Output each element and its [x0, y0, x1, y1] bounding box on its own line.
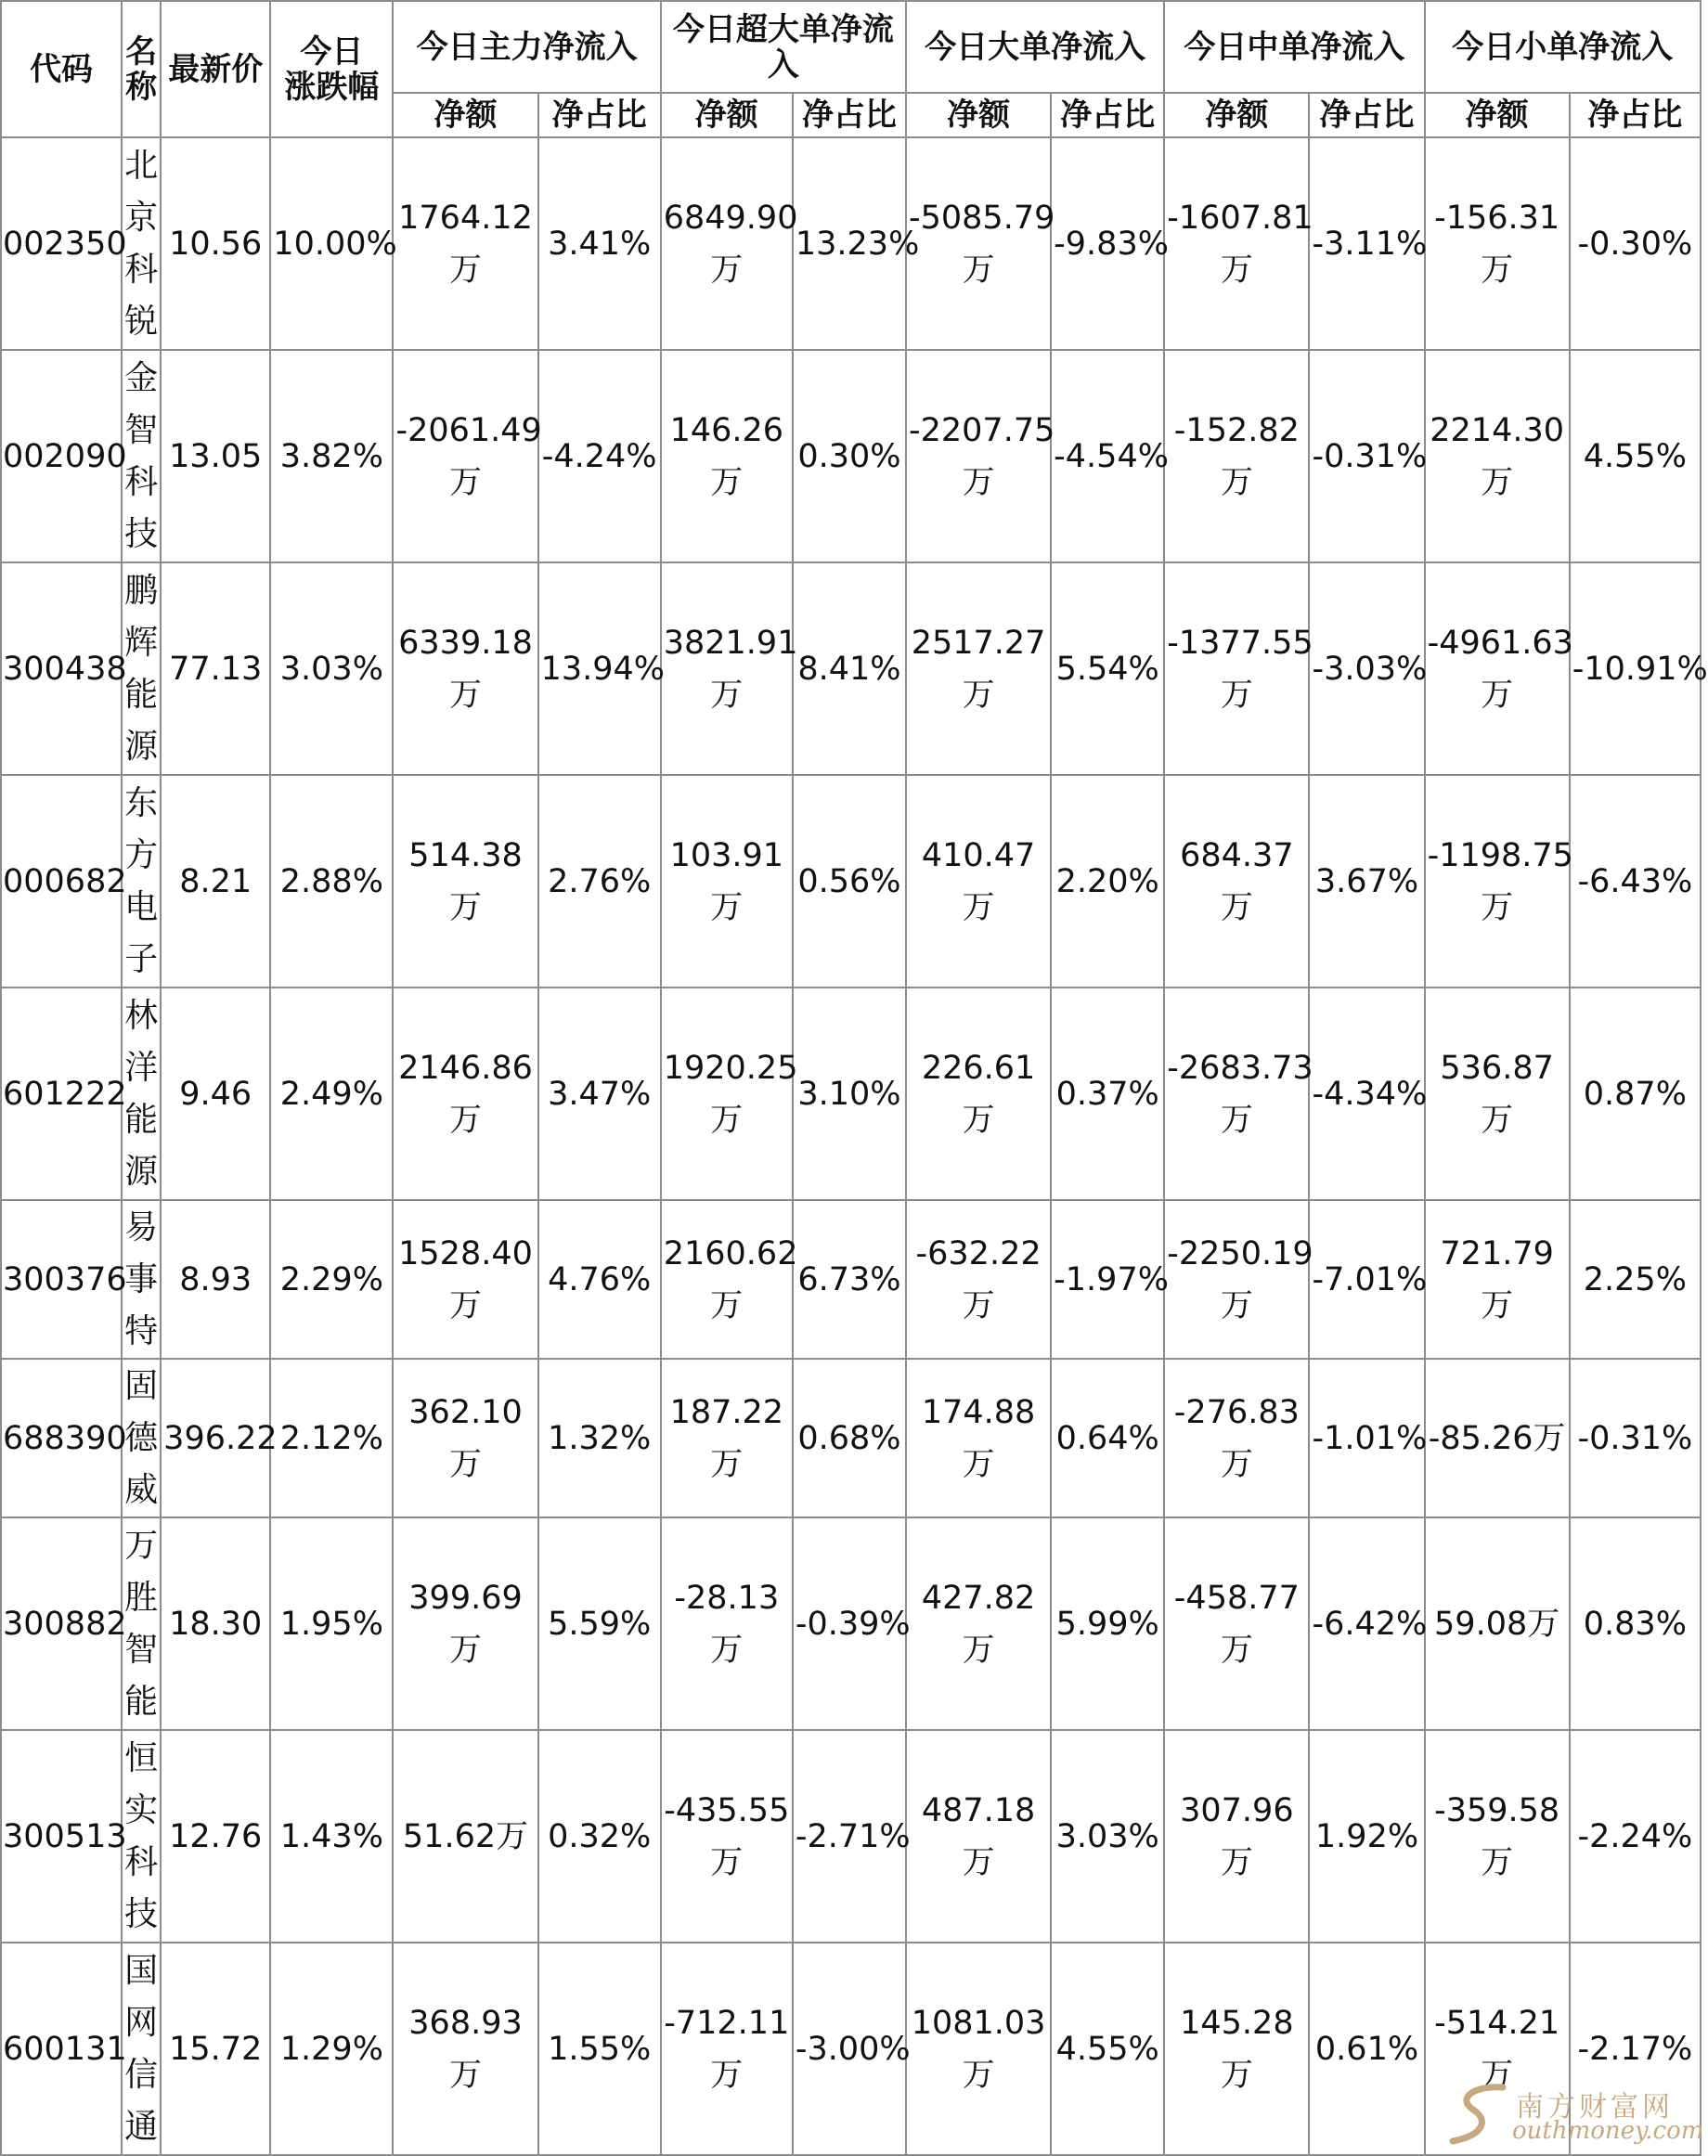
table-row [1, 1200, 1701, 1359]
cell-super-net-ratio: 8.41% [793, 562, 906, 775]
watermark-text: 南方财富网 [1516, 2091, 1674, 2124]
table-row [1, 1517, 1701, 1730]
header-large-flow: 今日大单净流入 [906, 1, 1164, 93]
cell-large-net-amount: -2207.75万 [906, 350, 1051, 562]
header-super-net-amount: 净额 [661, 93, 793, 137]
cell-name: 恒实科技 [122, 1730, 161, 1943]
header-super-flow: 今日超大单净流入 [661, 1, 906, 93]
header-change [270, 1, 393, 137]
cell-super-net-ratio: 13.23% [793, 137, 906, 350]
cell-change: 1.29% [270, 1943, 393, 2155]
cell-medium-net-ratio: -6.42% [1309, 1517, 1424, 1730]
cell-super-net-amount: -28.13万 [661, 1517, 793, 1730]
cell-change: 2.12% [270, 1359, 393, 1517]
cell-medium-net-amount: 145.28万 [1164, 1943, 1309, 2155]
cell-medium-net-ratio: -3.11% [1309, 137, 1424, 350]
cell-large-net-ratio: 5.54% [1051, 562, 1164, 775]
cell-code: 300376 [1, 1200, 122, 1359]
cell-super-net-ratio: 3.10% [793, 988, 906, 1200]
cell-small-net-amount: 721.79万 [1425, 1200, 1570, 1359]
cell-main-net-ratio: 3.41% [538, 137, 661, 350]
cell-large-net-amount: 427.82万 [906, 1517, 1051, 1730]
cell-super-net-ratio: 0.30% [793, 350, 906, 562]
cell-main-net-amount: 514.38万 [393, 775, 537, 988]
cell-super-net-amount: 1920.25万 [661, 988, 793, 1200]
header-change-line2: 涨跌幅 [284, 68, 380, 106]
watermark-logo [1445, 2082, 1704, 2147]
header-main-flow: 今日主力净流入 [393, 1, 660, 93]
cell-medium-net-ratio: -1.01% [1309, 1359, 1424, 1517]
cell-medium-net-amount: 307.96万 [1164, 1730, 1309, 1943]
cell-code: 000682 [1, 775, 122, 988]
cell-large-net-amount: -5085.79万 [906, 137, 1051, 350]
cell-code: 600131 [1, 1943, 122, 2155]
cell-small-net-amount: 536.87万 [1425, 988, 1570, 1200]
cell-medium-net-amount: 684.37万 [1164, 775, 1309, 988]
cell-super-net-amount: 6849.90万 [661, 137, 793, 350]
cell-medium-net-amount: -1607.81万 [1164, 137, 1309, 350]
cell-name: 金智科技 [122, 350, 161, 562]
table-row [1, 562, 1701, 775]
cell-price: 396.22 [161, 1359, 270, 1517]
cell-small-net-amount: 59.08万 [1425, 1517, 1570, 1730]
cell-name: 北京科锐 [122, 137, 161, 350]
cell-large-net-amount: 2517.27万 [906, 562, 1051, 775]
cell-main-net-amount: 6339.18万 [393, 562, 537, 775]
table-row [1, 350, 1701, 562]
cell-main-net-ratio: 3.47% [538, 988, 661, 1200]
cell-main-net-amount: -2061.49万 [393, 350, 537, 562]
cell-medium-net-ratio: -4.34% [1309, 988, 1424, 1200]
header-small-flow: 今日小单净流入 [1425, 1, 1701, 93]
header-small-net-ratio: 净占比 [1570, 93, 1701, 137]
header-row-top [1, 1, 1701, 93]
header-super-net-ratio: 净占比 [793, 93, 906, 137]
cell-small-net-ratio: -0.30% [1570, 137, 1701, 350]
cell-small-net-amount: -1198.75万 [1425, 775, 1570, 988]
cell-medium-net-ratio: 0.61% [1309, 1943, 1424, 2155]
cell-code: 002350 [1, 137, 122, 350]
cell-super-net-amount: 187.22万 [661, 1359, 793, 1517]
header-change-line1: 今日 [300, 32, 364, 71]
cell-small-net-ratio: 4.55% [1570, 350, 1701, 562]
cell-price: 77.13 [161, 562, 270, 775]
table-body [1, 137, 1708, 2155]
cell-main-net-amount: 362.10万 [393, 1359, 537, 1517]
table-row [1, 1359, 1701, 1517]
cell-super-net-amount: -435.55万 [661, 1730, 793, 1943]
header-main-net-ratio: 净占比 [538, 93, 661, 137]
header-medium-net-ratio: 净占比 [1309, 93, 1424, 137]
cell-small-net-amount: 2214.30万 [1425, 350, 1570, 562]
header-price: 最新价 [161, 1, 270, 137]
cell-name: 鹏辉能源 [122, 562, 161, 775]
cell-large-net-ratio: 3.03% [1051, 1730, 1164, 1943]
cell-small-net-amount: -85.26万 [1425, 1359, 1570, 1517]
cell-small-net-amount: -4961.63万 [1425, 562, 1570, 775]
cell-super-net-amount: 3821.91万 [661, 562, 793, 775]
cell-super-net-amount: -712.11万 [661, 1943, 793, 2155]
cell-small-net-ratio: 2.25% [1570, 1200, 1701, 1359]
cell-change: 10.00% [270, 137, 393, 350]
cell-price: 8.93 [161, 1200, 270, 1359]
cell-large-net-ratio: -4.54% [1051, 350, 1164, 562]
cell-main-net-amount: 51.62万 [393, 1730, 537, 1943]
cell-main-net-ratio: 1.55% [538, 1943, 661, 2155]
cell-code: 300882 [1, 1517, 122, 1730]
cell-name: 东方电子 [122, 775, 161, 988]
cell-name: 易事特 [122, 1200, 161, 1359]
cell-super-net-amount: 146.26万 [661, 350, 793, 562]
cell-medium-net-ratio: -0.31% [1309, 350, 1424, 562]
cell-code: 601222 [1, 988, 122, 1200]
cell-price: 15.72 [161, 1943, 270, 2155]
cell-medium-net-amount: -2250.19万 [1164, 1200, 1309, 1359]
header-large-net-amount: 净额 [906, 93, 1051, 137]
cell-name: 林洋能源 [122, 988, 161, 1200]
cell-main-net-ratio: 13.94% [538, 562, 661, 775]
cell-large-net-ratio: 2.20% [1051, 775, 1164, 988]
cell-change: 3.03% [270, 562, 393, 775]
cell-large-net-ratio: 0.37% [1051, 988, 1164, 1200]
cell-large-net-amount: 487.18万 [906, 1730, 1051, 1943]
cell-super-net-amount: 2160.62万 [661, 1200, 793, 1359]
header-name: 名称 [122, 1, 161, 137]
cell-super-net-ratio: -0.39% [793, 1517, 906, 1730]
cell-medium-net-ratio: 1.92% [1309, 1730, 1424, 1943]
cell-code: 300438 [1, 562, 122, 775]
cell-main-net-amount: 399.69万 [393, 1517, 537, 1730]
cell-main-net-amount: 2146.86万 [393, 988, 537, 1200]
cell-price: 12.76 [161, 1730, 270, 1943]
table-row [1, 137, 1701, 350]
cell-medium-net-ratio: -3.03% [1309, 562, 1424, 775]
cell-small-net-amount: -514.21万 [1425, 1943, 1570, 2155]
cell-price: 8.21 [161, 775, 270, 988]
cell-main-net-amount: 1764.12万 [393, 137, 537, 350]
cell-super-net-ratio: -2.71% [793, 1730, 906, 1943]
cell-medium-net-ratio: 3.67% [1309, 775, 1424, 988]
cell-small-net-ratio: -0.31% [1570, 1359, 1701, 1517]
cell-main-net-amount: 368.93万 [393, 1943, 537, 2155]
table-row [1, 775, 1701, 988]
cell-super-net-ratio: 0.68% [793, 1359, 906, 1517]
cell-large-net-amount: 226.61万 [906, 988, 1051, 1200]
cell-small-net-ratio: -10.91% [1570, 562, 1701, 775]
header-large-net-ratio: 净占比 [1051, 93, 1164, 137]
header-small-net-amount: 净额 [1425, 93, 1570, 137]
cell-price: 13.05 [161, 350, 270, 562]
cell-medium-net-amount: -276.83万 [1164, 1359, 1309, 1517]
cell-code: 002090 [1, 350, 122, 562]
table-row [1, 988, 1701, 1200]
cell-change: 3.82% [270, 350, 393, 562]
southmoney-s-logo-icon [1445, 2082, 1520, 2147]
cell-name: 固德威 [122, 1359, 161, 1517]
header-medium-flow: 今日中单净流入 [1164, 1, 1424, 93]
cell-large-net-ratio: -9.83% [1051, 137, 1164, 350]
cell-large-net-ratio: 0.64% [1051, 1359, 1164, 1517]
cell-large-net-ratio: 5.99% [1051, 1517, 1164, 1730]
cell-price: 18.30 [161, 1517, 270, 1730]
cell-price: 10.56 [161, 137, 270, 350]
cell-medium-net-amount: -458.77万 [1164, 1517, 1309, 1730]
cell-small-net-ratio: -2.24% [1570, 1730, 1701, 1943]
cell-price: 9.46 [161, 988, 270, 1200]
cell-medium-net-amount: -1377.55万 [1164, 562, 1309, 775]
cell-large-net-ratio: -1.97% [1051, 1200, 1164, 1359]
cell-large-net-amount: 410.47万 [906, 775, 1051, 988]
cell-super-net-amount: 103.91万 [661, 775, 793, 988]
header-medium-net-amount: 净额 [1164, 93, 1309, 137]
cell-super-net-ratio: -3.00% [793, 1943, 906, 2155]
cell-change: 2.29% [270, 1200, 393, 1359]
cell-main-net-ratio: 0.32% [538, 1730, 661, 1943]
cell-medium-net-ratio: -7.01% [1309, 1200, 1424, 1359]
cell-super-net-ratio: 6.73% [793, 1200, 906, 1359]
cell-change: 1.43% [270, 1730, 393, 1943]
cell-large-net-ratio: 4.55% [1051, 1943, 1164, 2155]
cell-change: 1.95% [270, 1517, 393, 1730]
cell-change: 2.88% [270, 775, 393, 988]
header-code: 代码 [1, 1, 122, 137]
cell-small-net-ratio: 0.87% [1570, 988, 1701, 1200]
watermark-subtext: outhmoney.com [1512, 2117, 1704, 2145]
cell-large-net-amount: 1081.03万 [906, 1943, 1051, 2155]
header-main-net-amount: 净额 [393, 93, 537, 137]
cell-medium-net-amount: -152.82万 [1164, 350, 1309, 562]
cell-change: 2.49% [270, 988, 393, 1200]
cell-name: 万胜智能 [122, 1517, 161, 1730]
cell-main-net-ratio: 2.76% [538, 775, 661, 988]
cell-main-net-ratio: 5.59% [538, 1517, 661, 1730]
cell-small-net-ratio: 0.83% [1570, 1517, 1701, 1730]
cell-code: 300513 [1, 1730, 122, 1943]
cell-small-net-ratio: -6.43% [1570, 775, 1701, 988]
cell-main-net-ratio: 1.32% [538, 1359, 661, 1517]
cell-large-net-amount: 174.88万 [906, 1359, 1051, 1517]
cell-main-net-ratio: -4.24% [538, 350, 661, 562]
cell-small-net-amount: -359.58万 [1425, 1730, 1570, 1943]
cell-small-net-ratio: -2.17% [1570, 1943, 1701, 2155]
cell-main-net-amount: 1528.40万 [393, 1200, 537, 1359]
cell-small-net-amount: -156.31万 [1425, 137, 1570, 350]
cell-main-net-ratio: 4.76% [538, 1200, 661, 1359]
cell-code: 688390 [1, 1359, 122, 1517]
cell-medium-net-amount: -2683.73万 [1164, 988, 1309, 1200]
cell-name: 国网信通 [122, 1943, 161, 2155]
cell-super-net-ratio: 0.56% [793, 775, 906, 988]
table-row [1, 1730, 1701, 1943]
cell-large-net-amount: -632.22万 [906, 1200, 1051, 1359]
